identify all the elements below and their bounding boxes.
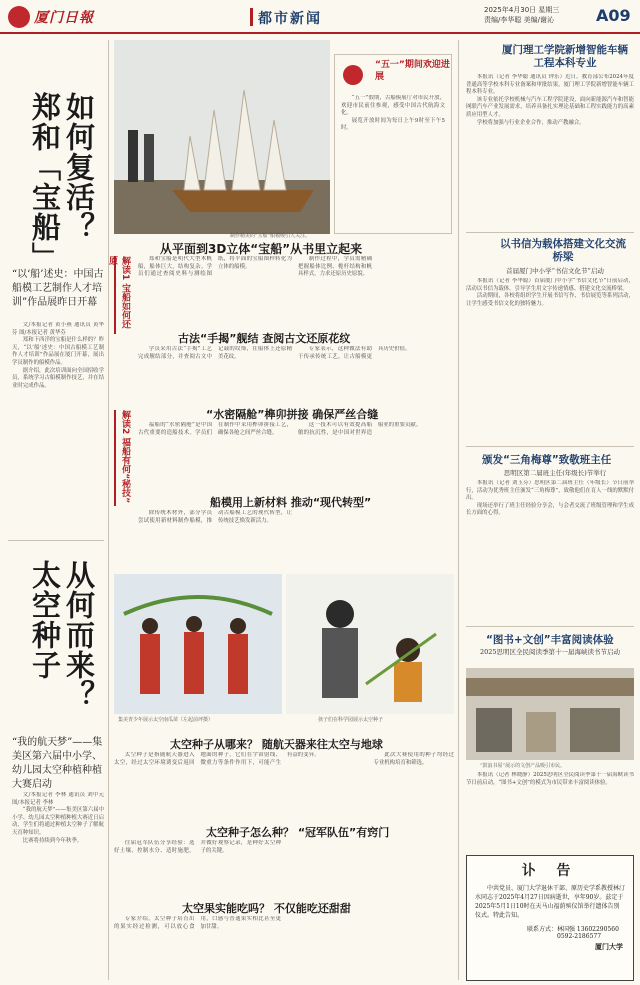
reading-photo — [466, 668, 634, 760]
headline-space-seed: 从何而来？太空种子 — [28, 560, 96, 710]
sub-teacher: 思明区第二届班主任(年级长)节举行 — [503, 469, 607, 477]
children-photo-right — [286, 574, 454, 714]
date-line: 2025年4月30日 星期三 — [484, 6, 560, 14]
notice-contact-2: 0592-2186577 — [557, 933, 602, 940]
tag-interpretation-2: 解读2 福船有何“秘技” — [114, 410, 132, 506]
lede-baoship: “以‘船’述史：中国古船模工艺制作人才培训”作品展昨日开幕 — [12, 269, 104, 308]
sub-reading: 2025思明区全民阅读季第十一届海峡读书节启动 — [479, 648, 621, 656]
photo-caption-right: 孩子们在科学园展示太空种子 — [318, 717, 384, 723]
date-box — [484, 5, 559, 25]
ship-model-icon — [114, 40, 330, 234]
section-title: 都市新闻 — [258, 11, 322, 27]
notice-body: 中共党员、厦门大学退休干部、原历史学系教授林汀水同志于2025年4月27日因病逝世，享年90岁。兹定于2025年5月1日10时在天马山福荫殡仪馆举行遗体告别仪式。特此告知。 — [475, 885, 626, 919]
editor-line: 责编/李华聪 美编/谢沁 — [484, 16, 554, 24]
badge-icon — [343, 65, 363, 85]
masthead — [0, 0, 640, 34]
paper-logo — [8, 6, 94, 28]
lede-space-seed: “我的航天梦”——集美区第六届中小学、幼儿园太空种植种植大赛启动 — [12, 737, 103, 790]
article-letters: 本报讯（记者 李华聪）首届厦门中小学“书信文化节”日前启动，活动以书信为载体，引导学生用文字传递情感、搭建文化交流桥梁。 活动期间，各校将组织学生开展书信写作、书信展览等系列活动，让学生感受书信文化的独特魅力。 — [466, 278, 634, 307]
divider — [466, 232, 634, 233]
notice-title: 讣 告 — [521, 863, 579, 879]
article-seed-origin: 太空种子是指随航天器进入太空，经过太空环境诱变后返回地面的种子。它们在宇宙射线、微重力等条件作用下，可能产生有益的变异。 此次大赛使用的种子均经过专业机构培育和筛选。 — [114, 752, 454, 766]
headline-teacher: 颁发“三角梅尊”致敬班主任 — [482, 454, 612, 466]
column-rule — [108, 40, 109, 980]
article-seed-eat: 专家介绍，太空种子培育出的果实经过检测，可以放心食用，口感与普通果实相比甚至更加甘甜。 — [114, 916, 281, 930]
article-xmut: 本报讯（记者 李华聪 通讯员 钟乐）近日，教育部公布2024年度普通高等学校本科专业备案和审批结果，厦门理工学院新增智能车辆工程本科专业。 该专业依托学校机械与汽车工程学院建设，面向新能源汽车和智能网联汽车产业发展需求，培养具备扎实理论基础和工程实践能力的高素质应用型人才。 学校将加强与行业企业合作，推动产教融合。 — [466, 74, 634, 126]
headline-seed-plant: 太空种子怎么种？ “冠军队伍”有窍门 — [206, 826, 390, 839]
article-ancient: 学员采用古法“手揭”工艺完成舰结部分，并查阅古文中记载的纹饰，在船体上还原精美花纹。 专家表示，这种做法有助于传承传统工艺，让古船模更具历史价值。 — [138, 346, 411, 360]
divider — [8, 540, 104, 541]
article-reading: 本报讯（记者 林晓静）2025思明区全民阅读季第十一届海峡读书节日前启动，“图书+文创”的模式为市民带来丰富阅读体验。 — [466, 772, 634, 786]
article-teacher: 本报讯（记者 刘玉芬）思明区第二届班主任（年级长）节日前举行，活动为优秀班主任颁发“三角梅尊”，致敬他们在育人一线的默默付出。 现场还举行了班主任经验分享会，与会者交流了班级管理和学生成长方面的心得。 — [466, 480, 634, 517]
photo-caption-left: 集美青少年展示太空南瓜苗（左起前坪摄） — [118, 717, 214, 723]
section-bar — [250, 8, 253, 26]
headline-seed-origin: 太空种子从哪来？ 随航天器来往太空与地球 — [170, 738, 383, 751]
headline-xmut: 厦门理工学院新增智能车辆工程本科专业 — [502, 44, 628, 69]
headline-seed-eat: 太空果实能吃吗？ 不仅能吃还甜甜 — [182, 902, 351, 915]
reading-caption: “鼓浪书屋”展示的文创产品吸引市民。 — [480, 763, 566, 769]
photo-caption: 制作精美的“宝船”船模吸引人关注。 — [230, 233, 311, 239]
children-icon — [114, 574, 282, 714]
children-photo-left — [114, 574, 282, 714]
headline-reading: “图书+文创”丰富阅读体验 — [486, 634, 614, 646]
sub-letters: 首届厦门中小学“书信文化节”启动 — [506, 267, 604, 275]
article-3d: 郑和宝船是明代大型木帆船，船体巨大，结构复杂。学员们通过查阅史料与测绘图纸，将平面的宝船图样转化为立体的船模。 制作过程中，学员需精确把握船体比例、桅杆结构和帆具样式，力求还原历史原貌。 — [138, 256, 372, 278]
headline-3d: 从平面到3D立体“宝船”从书里立起来 — [160, 242, 363, 256]
article-seed-plant: 往届冠军队伍分享经验：选好土壤、控制水分、适时施肥，并做好观察记录，是种好太空种子的关键。 — [114, 840, 281, 854]
badge-box — [334, 54, 452, 234]
article-left-2: 文/本报记者 李林 通讯员 刘中元 图/本报记者 李林 “我的航天梦”——集美区第六届中小学、幼儿园太空种植种植大赛近日启动，学生们将通过种植太空种子了解航天育种知识。 比赛将持续到今年秋季。 — [12, 792, 104, 844]
headline-ancient: 古法“手揭”舰结 查阅古文还原花纹 — [178, 332, 351, 345]
headline-baoship: 如何复活？郑和「宝船」 — [28, 92, 96, 272]
headline-bulkhead: “水密隔舱”榫卯拼接 确保严丝合缝 — [206, 408, 379, 421]
divider — [466, 626, 634, 627]
tag-interpretation-1: 解读1 宝船如何还原 — [114, 256, 132, 334]
article-new-material: 除传统木材外，部分学员尝试使用新材料制作船模，推动古船模工艺的现代转型，让传统技艺焕发新活力。 — [138, 510, 292, 524]
notice-signature: 厦门大学 — [595, 942, 623, 951]
divider — [466, 446, 634, 447]
garden-icon — [286, 574, 454, 714]
obituary-notice — [466, 855, 634, 981]
ship-model-photo — [114, 40, 330, 234]
badge-text: “五一”假期，古船模展厅对市民开放，欢迎市民前往参观，感受中国古代航海文化。 展览开放时间为每日上午9时至下午5时。 — [341, 95, 445, 132]
headline-new-material: 船模用上新材料 推动“现代转型” — [210, 496, 372, 509]
bookstore-icon — [466, 668, 634, 760]
headline-letters: 以书信为载体搭建文化交流桥梁 — [500, 238, 626, 263]
article-bulkhead: 福船的“水密隔舱”是中国古代重要的造船技术。学员们在制作中采用榫卯拼接工艺，确保各舱之间严丝合缝。 这一技术可以有效提高船舶的抗沉性，是中国对世界造船业的重要贡献。 — [138, 422, 422, 436]
badge-title: “五一”期间欢迎进展 — [375, 60, 450, 82]
notice-contact: 联系方式：林国强 13602290560 — [527, 926, 619, 933]
paper-name: 厦门日報 — [34, 10, 94, 26]
seal-icon — [8, 6, 30, 28]
column-rule — [458, 40, 459, 980]
page-number: A09 — [596, 6, 631, 25]
article-left-1: 文/本报记者 黄小燕 通讯员 黄华芬 图/本报记者 黄华芬 郑和下西洋的宝船是什么样的？昨天，“以‘船’述史：中国古船模工艺制作人才培训”作品展在厦门开幕，展出学员制作的船模作品。 据介绍，此次培训面向全国招收学员，系统学习古船模制作技艺，并在结业时完成作品。 — [12, 322, 104, 389]
